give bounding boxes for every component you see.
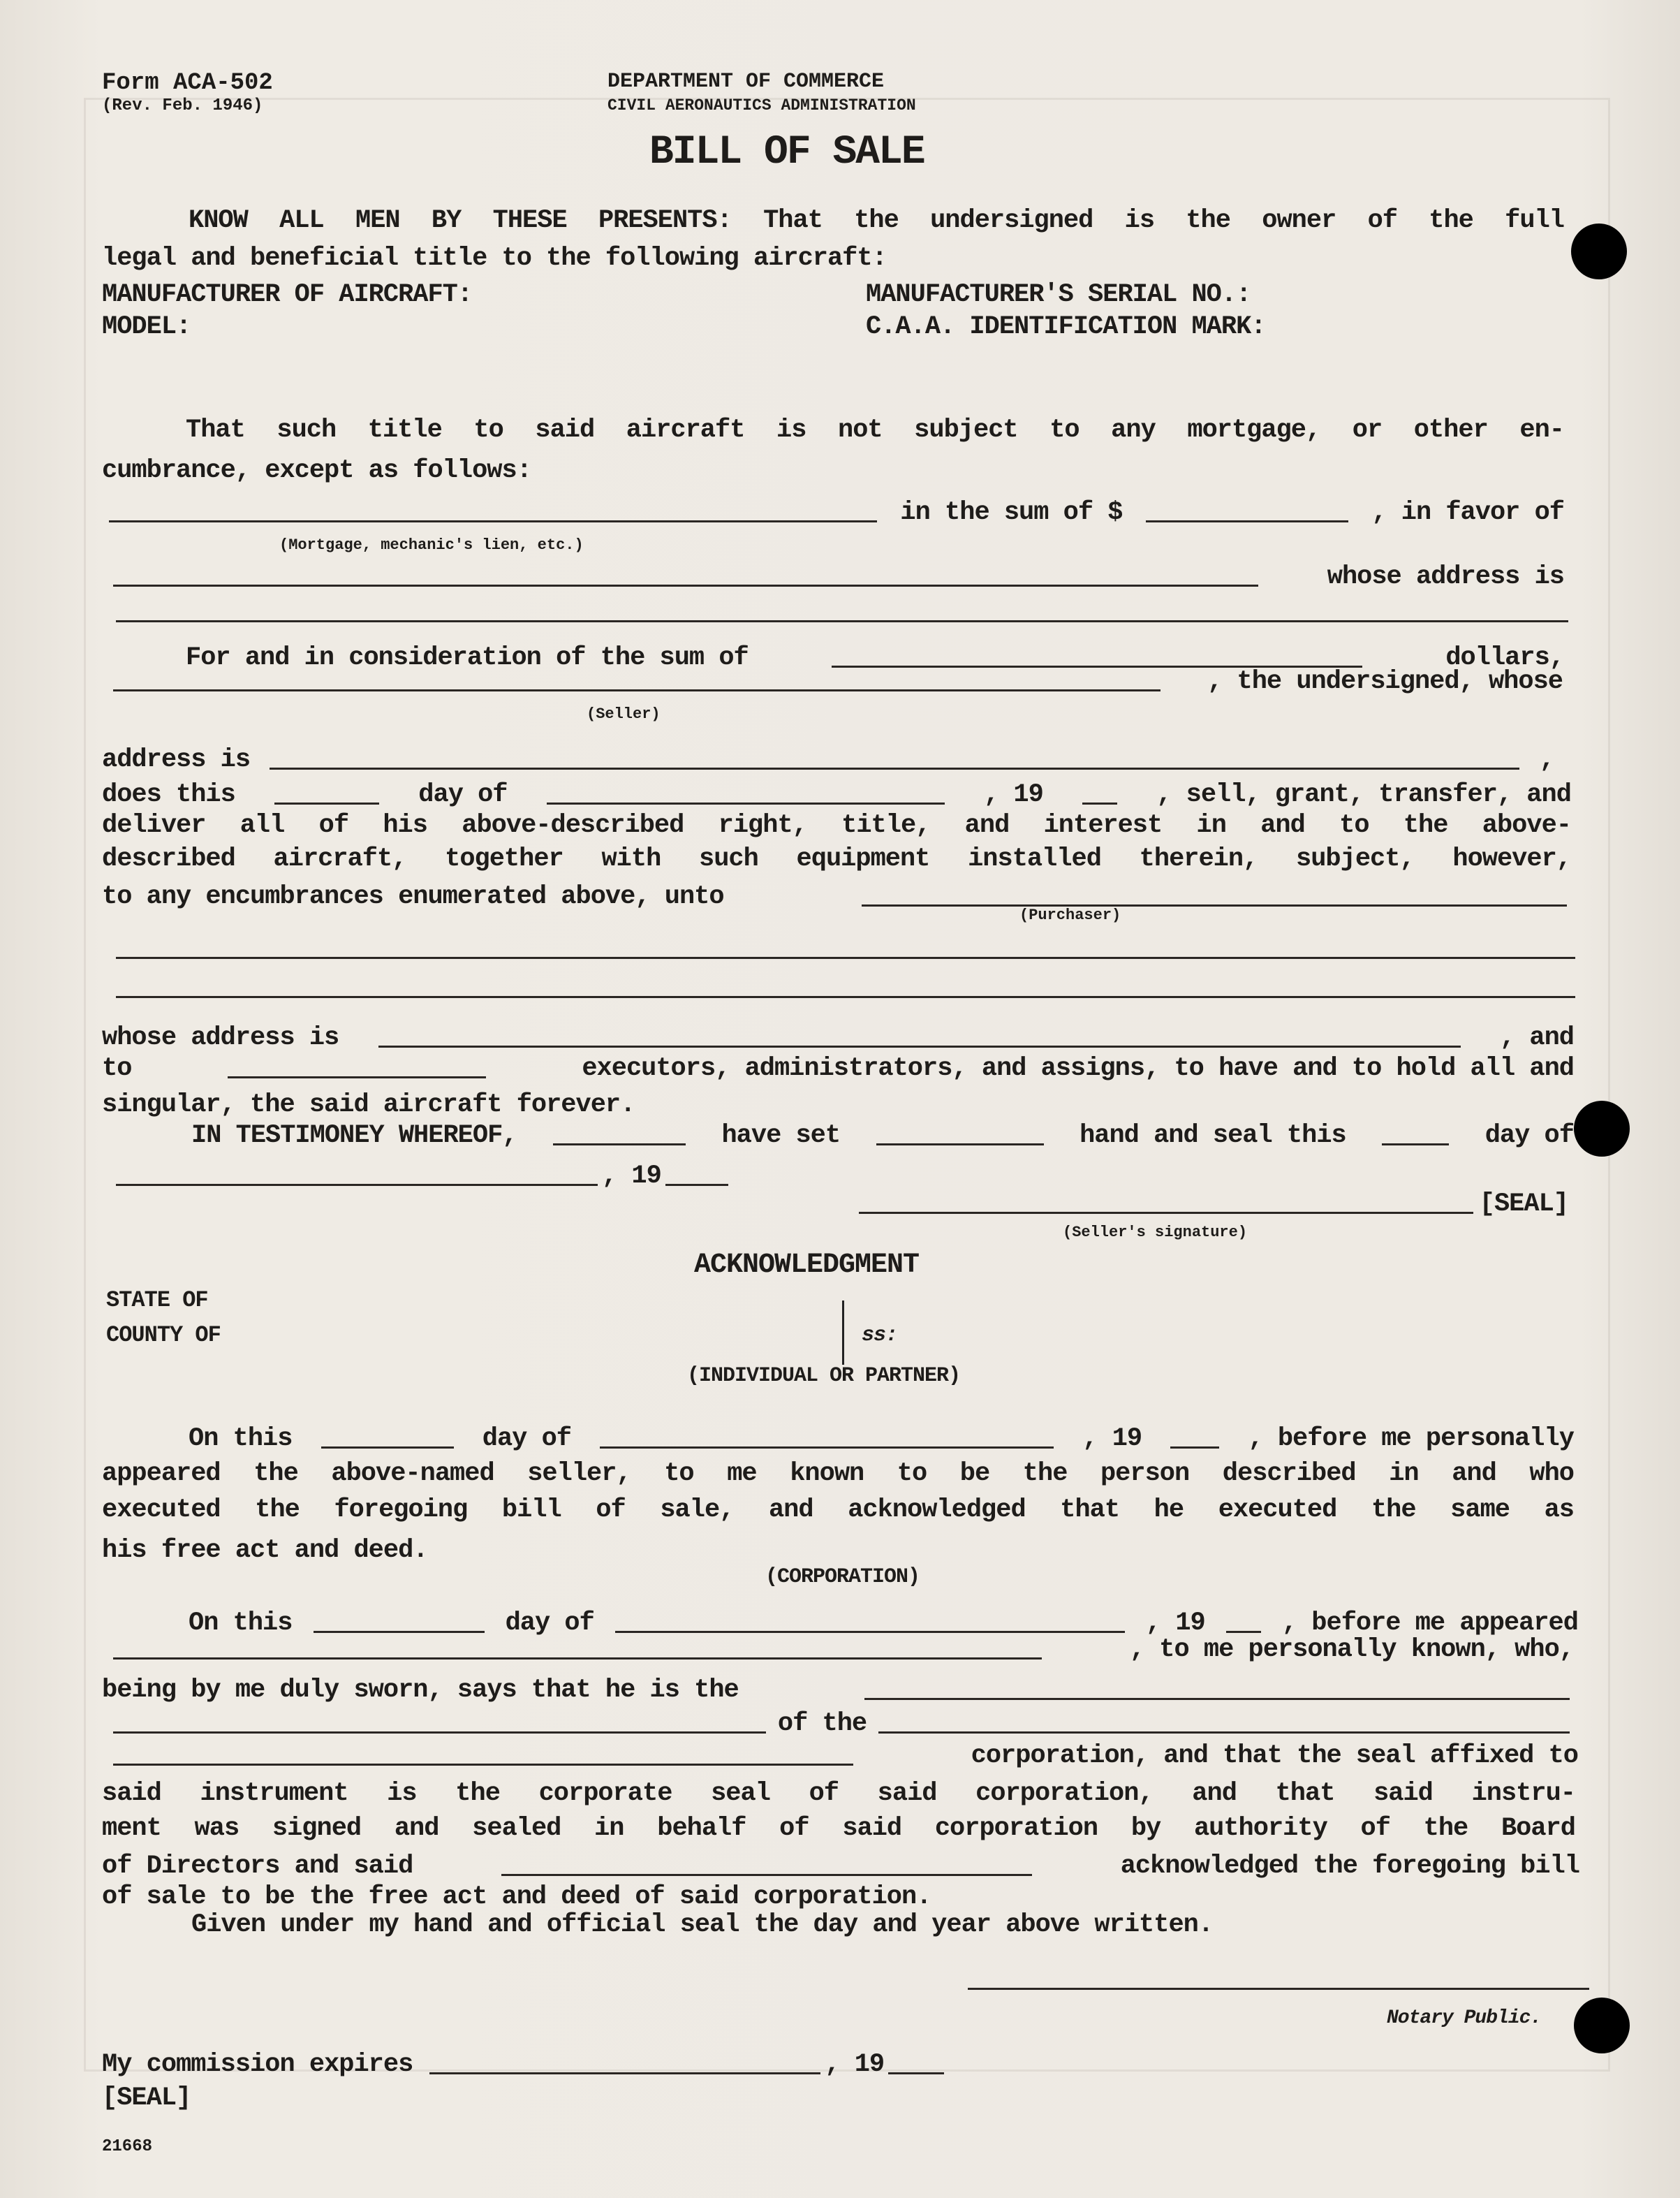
whose-address-label: whose address is <box>102 1023 339 1053</box>
testimony-month-field[interactable] <box>116 1163 598 1186</box>
officer-title-field[interactable] <box>864 1677 1570 1700</box>
in-favor-label: , in favor of <box>1371 498 1564 527</box>
and-label: , and <box>1499 1023 1574 1053</box>
encumbrance-row <box>105 497 1564 528</box>
directors-row <box>102 1851 1579 1882</box>
individual-month-field[interactable] <box>600 1426 1054 1449</box>
body-line: executed the foregoing bill of sale, and acknowledged that he executed the same as <box>102 1495 1574 1525</box>
sum-label: in the sum of $ <box>900 498 1123 527</box>
consideration-amount-field[interactable] <box>832 645 1362 668</box>
have-set-label: have set <box>721 1121 841 1150</box>
corporation-heading: (CORPORATION) <box>765 1565 920 1589</box>
address-label: address is <box>102 745 251 775</box>
year-prefix: , 19 <box>1082 1424 1142 1453</box>
to-label: to <box>102 1054 132 1083</box>
individual-day-field[interactable] <box>321 1426 454 1449</box>
purchaser-line-row <box>112 975 1574 1004</box>
executors-row <box>102 1053 1574 1084</box>
seal-affixed-label: corporation, and that the seal affixed to <box>971 1741 1578 1771</box>
whose-address-label: whose address is <box>1327 562 1564 592</box>
purchaser-caption: (Purchaser) <box>1019 907 1121 924</box>
testimony-label: IN TESTIMONEY WHEREOF, <box>191 1121 517 1150</box>
sworn-row <box>102 1675 1574 1706</box>
seller-row <box>109 666 1563 697</box>
seller-address-row <box>102 745 1554 775</box>
of-the-row <box>109 1708 1574 1739</box>
unto-label: to any encumbrances enumerated above, unto <box>102 882 724 911</box>
notary-signature-row <box>964 1967 1593 1995</box>
encumbrance-address-field[interactable] <box>116 599 1568 622</box>
seller-caption: (Seller) <box>587 705 661 723</box>
commission-year-field[interactable] <box>888 2051 944 2074</box>
day-of-label: day of <box>418 780 508 809</box>
day-of-label: day of <box>482 1424 571 1453</box>
commission-label: My commission expires <box>102 2050 413 2079</box>
comma: , <box>1539 745 1554 775</box>
individual-date-row <box>189 1423 1574 1454</box>
notary-signature-field[interactable] <box>968 1967 1589 1990</box>
purchaser-field-2[interactable] <box>116 936 1575 959</box>
encumbrance-amount-field[interactable] <box>1146 499 1348 522</box>
corporation-officer-row <box>109 1634 1574 1665</box>
seller-address-field[interactable] <box>270 747 1519 770</box>
year-field[interactable] <box>1082 782 1117 805</box>
intro-line: legal and beneficial title to the following aircraft: <box>102 244 887 273</box>
year-prefix: , 19 <box>983 780 1043 809</box>
body-line: described aircraft, together with such equipment installed therein, subject, however, <box>102 844 1571 874</box>
individual-heading: (INDIVIDUAL OR PARTNER) <box>687 1364 961 1388</box>
does-this-label: does this <box>102 780 235 809</box>
form-number: Form ACA-502 <box>102 70 273 96</box>
undersigned-label: , the undersigned, whose <box>1207 667 1563 696</box>
commission-row <box>102 2049 948 2080</box>
body-line: ment was signed and sealed in behalf of said corporation by authority of the Board <box>102 1814 1575 1843</box>
before-me-label: , before me appeared <box>1281 1609 1578 1638</box>
of-the-label: of the <box>777 1709 867 1738</box>
consideration-label: For and in consideration of the sum of <box>186 643 749 673</box>
agency-name: CIVIL AERONAUTICS ADMINISTRATION <box>607 96 916 115</box>
seller-name-field[interactable] <box>113 668 1160 691</box>
executors-label: executors, administrators, and assigns, to have and to hold all and <box>582 1054 1574 1083</box>
encumbrance-holder-field[interactable] <box>113 564 1258 587</box>
brace <box>842 1301 857 1365</box>
punch-hole <box>1574 1101 1630 1157</box>
punch-hole <box>1574 1998 1630 2053</box>
sell-grant-label: , sell, grant, transfer, and <box>1156 780 1571 809</box>
testimony-day-field[interactable] <box>1382 1122 1449 1145</box>
corporation-year-field[interactable] <box>1226 1610 1261 1633</box>
punch-hole <box>1571 224 1627 279</box>
ss-label: ss: <box>862 1324 898 1347</box>
model-label: MODEL: <box>102 312 191 342</box>
officer-name-field-2[interactable] <box>501 1853 1032 1876</box>
directors-label: of Directors and said <box>102 1852 413 1881</box>
date-row <box>102 779 1571 810</box>
testimony-pronoun-field[interactable] <box>876 1122 1044 1145</box>
manufacturer-label: MANUFACTURER OF AIRCRAFT: <box>102 280 473 309</box>
purchaser-row <box>102 881 1571 912</box>
encumbrance-holder-row <box>109 562 1564 592</box>
department-name: DEPARTMENT OF COMMERCE <box>607 70 885 94</box>
body-line: singular, the said aircraft forever. <box>102 1090 635 1120</box>
before-me-label: , before me personally <box>1248 1424 1574 1453</box>
officer-title-field-2[interactable] <box>113 1710 766 1734</box>
body-line: appeared the above-named seller, to me known to be the person described in and who <box>102 1459 1574 1488</box>
on-this-label: On this <box>189 1424 293 1453</box>
intro-line: KNOW ALL MEN BY THESE PRESENTS: That the undersigned is the owner of the full <box>189 206 1564 235</box>
personally-known-label: , to me personally known, who, <box>1129 1635 1574 1664</box>
form-revision: (Rev. Feb. 1946) <box>102 96 263 115</box>
seal-label: [SEAL] <box>1479 1189 1568 1219</box>
purchaser-address-row <box>102 1023 1574 1053</box>
commission-date-field[interactable] <box>429 2051 820 2074</box>
notary-seal-label: [SEAL] <box>102 2083 191 2113</box>
dollars-label: dollars, <box>1445 643 1564 673</box>
individual-year-field[interactable] <box>1170 1426 1219 1449</box>
signature-caption: (Seller's signature) <box>1063 1224 1248 1241</box>
signature-row <box>855 1189 1568 1219</box>
officer-name-field[interactable] <box>113 1636 1042 1660</box>
identification-mark-label: C.A.A. IDENTIFICATION MARK: <box>866 312 1266 342</box>
pronoun-field[interactable] <box>228 1055 486 1078</box>
corporation-name-field[interactable] <box>878 1710 1570 1734</box>
footer-form-number: 21668 <box>102 2137 153 2156</box>
purchaser-field[interactable] <box>862 884 1567 907</box>
testimony-year-field[interactable] <box>665 1163 728 1186</box>
serial-number-label: MANUFACTURER'S SERIAL NO.: <box>866 280 1251 309</box>
testimony-row <box>191 1120 1574 1151</box>
year-prefix: , 19 <box>1145 1609 1205 1638</box>
mortgage-caption: (Mortgage, mechanic's lien, etc.) <box>279 536 584 554</box>
seller-signature-field[interactable] <box>859 1191 1473 1214</box>
encumbrance-address-row <box>112 599 1571 628</box>
year-prefix: , 19 <box>602 1162 661 1191</box>
acknowledged-label: acknowledged the foregoing bill <box>1120 1852 1579 1881</box>
day-field[interactable] <box>274 782 379 805</box>
body-line: his free act and deed. <box>102 1536 428 1565</box>
corporation-month-field[interactable] <box>615 1610 1125 1633</box>
state-label: STATE OF <box>106 1287 208 1313</box>
corporation-name-field-2[interactable] <box>113 1743 853 1766</box>
sworn-label: being by me duly sworn, says that he is the <box>102 1676 739 1705</box>
day-of-label: day of <box>505 1609 594 1638</box>
testimony-party-field[interactable] <box>553 1122 686 1145</box>
year-prefix: , 19 <box>825 2050 885 2079</box>
testimony-date-row <box>112 1161 732 1192</box>
body-line: of sale to be the free act and deed of said corporation. <box>102 1882 931 1912</box>
page-border <box>84 98 1610 2072</box>
hand-seal-label: hand and seal this <box>1080 1121 1346 1150</box>
purchaser-address-field[interactable] <box>378 1025 1461 1048</box>
county-label: COUNTY OF <box>106 1322 221 1348</box>
day-of-label: day of <box>1484 1121 1574 1150</box>
encumbrance-type-field[interactable] <box>109 499 877 522</box>
month-field[interactable] <box>547 782 945 805</box>
body-line: said instrument is the corporate seal of said corporation, and that said instru- <box>102 1779 1575 1808</box>
purchaser-field-3[interactable] <box>116 975 1575 998</box>
document-title: BILL OF SALE <box>649 130 924 175</box>
acknowledgment-heading: ACKNOWLEDGMENT <box>694 1250 920 1281</box>
corporation-day-field[interactable] <box>314 1610 485 1633</box>
body-line: Given under my hand and official seal the day and year above written. <box>191 1910 1214 1940</box>
encumbrance-line: cumbrance, except as follows: <box>102 456 531 485</box>
encumbrance-line: That such title to said aircraft is not subject to any mortgage, or other en- <box>186 416 1564 445</box>
corporation-seal-row <box>109 1741 1578 1771</box>
body-line: deliver all of his above-described right, title, and interest in and to the above- <box>102 811 1571 840</box>
purchaser-line-row <box>112 936 1574 965</box>
on-this-label: On this <box>189 1609 293 1638</box>
notary-caption: Notary Public. <box>1387 2007 1542 2029</box>
